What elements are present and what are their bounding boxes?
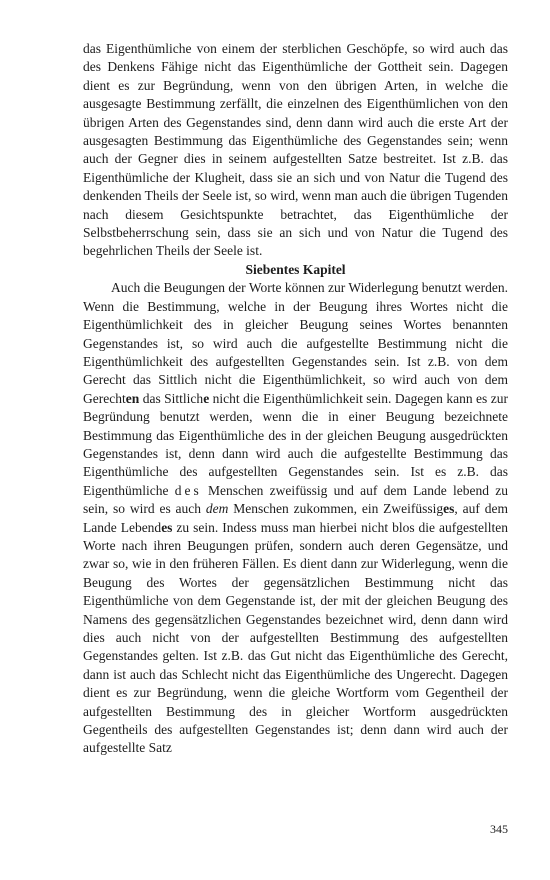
paragraph-chapter-seven xyxy=(83,279,508,758)
bold-ending: es xyxy=(161,519,173,535)
text-run: Menschen zukommen, ein Zweifüssig xyxy=(228,501,444,517)
bold-ending: en xyxy=(125,390,140,406)
page-body xyxy=(83,40,508,758)
bold-ending: e xyxy=(203,390,210,406)
italic-article: dem xyxy=(205,501,229,517)
chapter-title: Siebentes Kapitel xyxy=(245,261,346,277)
text-run: Menschen zweifüssig und auf dem Lande lebend zu sein, so wird es auch xyxy=(83,482,508,517)
spaced-article: des xyxy=(174,482,202,498)
bold-ending: es xyxy=(443,501,455,517)
text-run: , auf dem Lande Lebend xyxy=(83,501,508,535)
text-run: Auch die Beugungen der Worte können zur Widerlegung benutzt werden. Wenn die Bestimmung, welche in der Beugung ihres Wortes nicht die Eigenthümlichkeit des in gleicher Beugung seines Wortes benannten Gegenstandes ist, so wird auch die aufgestellte Bestimmung nicht die Eigenthümlichkeit des aufgestellten Gegenstandes sein. Ist z.B. von dem Gerecht das Sittlich nicht die Eigenthümlichkeit, so wird auch von dem Gerecht xyxy=(83,280,508,406)
text-run: nicht die Eigenthümlichkeit sein. Dagegen kann es zur Begründung benutzt werden, wenn die in einer Beugung bezeichnete Bestimmung das Eigenthümliche des in der gleichen Beugung ausgedrückten Gegenstandes ist, denn dann wird auch die aufgestellte Bestimmung das Eigenthümliche des aufgestellten Gegenstandes sein. Ist es z.B. das Eigenthümliche xyxy=(83,390,508,498)
text-run: das Sittlich xyxy=(139,390,204,406)
text-run: zu sein. Indess muss man hierbei nicht blos die aufgestellten Worte nach ihren Beugungen prüfen, sondern auch deren Gegensätze, und zwar so, wie in den früheren Fällen. Es dient dann zur Widerlegung, wenn die Beugung des Wortes der gegensätzlichen Bestimmung nicht das Eigenthümliche von dem Gegenstande ist, der mit der gleichen Beugung des Namens des gegensätzlichen Gegenstandes bezeichnet wird, denn dann wird dies auch nicht von der aufgestellten Bestimmung des aufgestellten Gegenstandes gelten. Ist z.B. das Gut nicht das Eigenthümliche des Gerecht, dann ist auch das Schlecht nicht das Eigenthümliche des Ungerecht. Dagegen dient es zur Begründung, wenn die gleiche Wortform vom Gegentheil der aufgestellten Bestimmung des in gleicher Wortform ausgedrückten Gegentheils des aufgestellten Gegenstandes ist; denn dann wird auch der aufgestellte Satz xyxy=(83,519,508,756)
paragraph-continuation: das Eigenthümliche von einem der sterblichen Geschöpfe, so wird auch das des Denkens Fähige nicht das Eigenthümliche der Gottheit sein. Dagegen dient es zur Begründung, wenn von den übrigen Arten, in welche die ausgesagte Bestimmung zerfällt, die einzelnen des Eigenthümlichen von den übrigen Arten des Gegenstandes sind, denn dann wird auch die erste Art der ausgesagten Bestimmung das Eigenthümliche des Gegenstandes sein; wenn auch der Gegner dies in seinem aufgestellten Satze bestreitet. Ist z.B. das Eigenthümliche der Klugheit, dass sie an sich und von Natur die Tugend des denkenden Theils der Seele ist, so wird, wenn man auch die übrigen Tugenden nach diesem Gesichtspunkte betrachtet, das Eigenthümliche der Selbstbeherrschung sein, dass sie an sich und von Natur die Tugend des begehrlichen Theils der Seele ist. xyxy=(83,41,508,259)
page-number: 345 xyxy=(490,822,508,836)
